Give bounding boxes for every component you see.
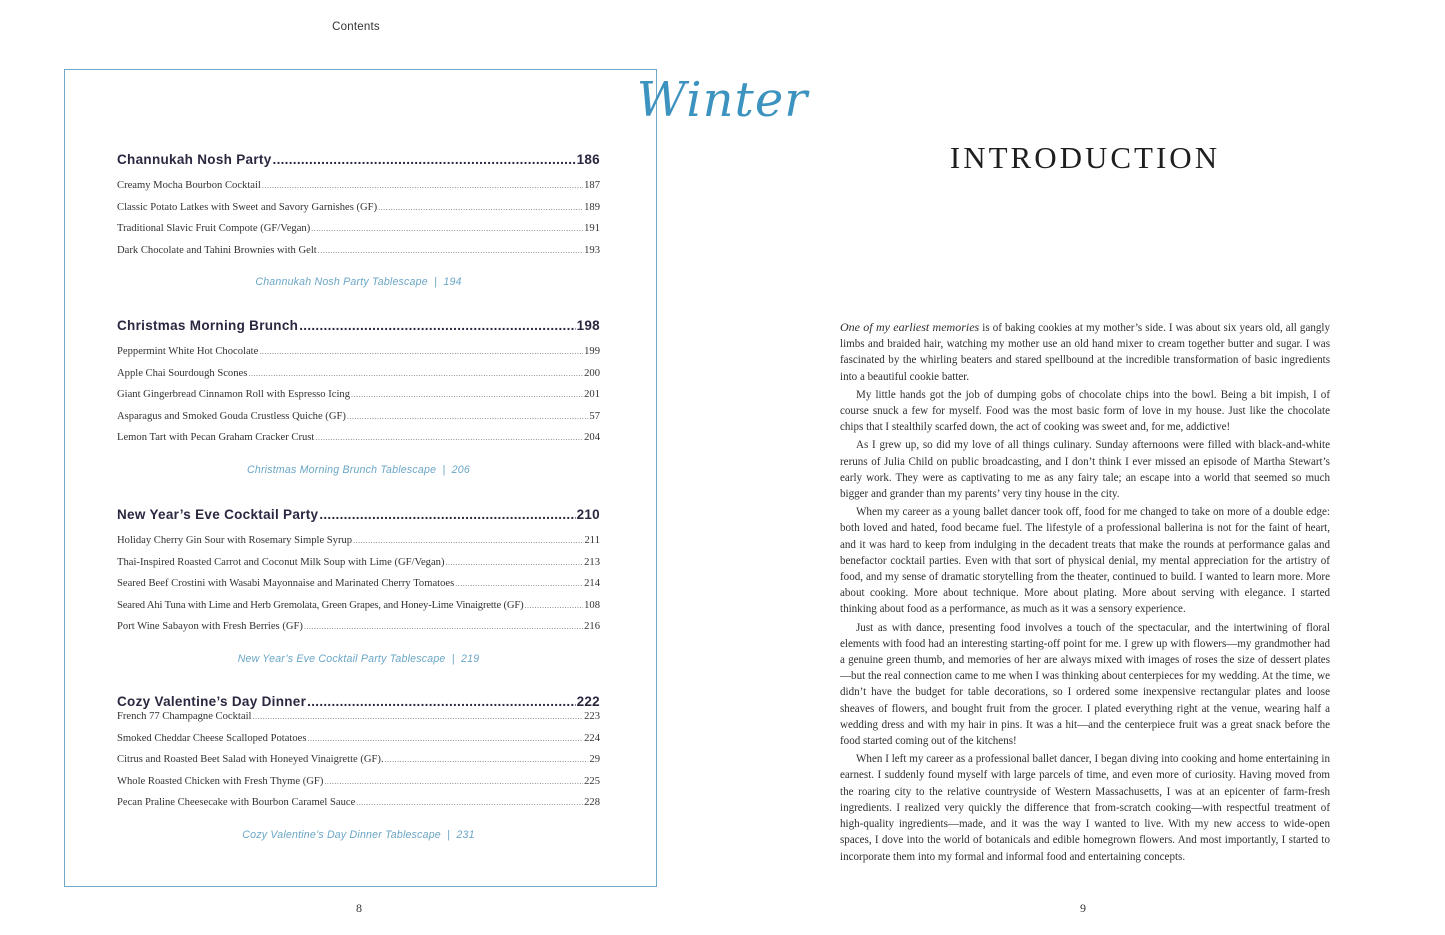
entry-title: Peppermint White Hot Chocolate	[117, 346, 259, 357]
entry-title: Asparagus and Smoked Gouda Crustless Quiche (GF)	[117, 410, 346, 422]
leader-dots	[385, 755, 589, 764]
toc-section-heading[interactable]	[117, 694, 600, 709]
entry-title: Seared Ahi Tuna with Lime and Herb Gremolata, Green Grapes, and Honey-Lime Vinaigrette (GF)	[117, 599, 524, 611]
entry-page: 199	[584, 346, 600, 357]
entry-page: 189	[584, 201, 600, 213]
leader-dots	[445, 558, 583, 567]
leader-dots	[315, 433, 583, 442]
page-number-left: 8	[356, 901, 362, 915]
leader-dots	[262, 181, 583, 190]
toc-entry[interactable]	[117, 202, 600, 224]
leader-dots	[307, 694, 575, 709]
entry-title: Smoked Cheddar Cheese Scalloped Potatoes	[117, 732, 307, 744]
intro-body	[840, 319, 1330, 867]
toc-section	[117, 152, 600, 288]
leader-dots	[347, 412, 588, 421]
toc-section	[117, 507, 600, 665]
entry-title: Port Wine Sabayon with Fresh Berries (GF)	[117, 621, 303, 633]
entry-title: Classic Potato Latkes with Sweet and Savory Garnishes (GF)	[117, 201, 378, 213]
entry-page: 57	[589, 410, 600, 422]
section-title: Channukah Nosh Party	[117, 152, 272, 167]
entry-page: 228	[584, 797, 600, 809]
toc-entry[interactable]	[117, 180, 600, 202]
section-title: Christmas Morning Brunch	[117, 318, 299, 333]
leader-dots	[311, 224, 583, 233]
entry-page: 211	[584, 535, 600, 546]
leader-dots	[252, 712, 583, 721]
entry-page: 191	[584, 223, 600, 235]
toc-title: Winter	[636, 72, 809, 128]
leader-dots	[259, 347, 583, 356]
section-title: Cozy Valentine’s Day Dinner	[117, 694, 307, 709]
chapter-title: INTRODUCTION	[949, 140, 1221, 175]
leader-dots	[304, 622, 583, 631]
toc-entry[interactable]	[117, 389, 600, 411]
paragraph	[840, 319, 1330, 385]
paragraph: When I left my career as a professional ballet dancer, I began diving into cooking and home entertaining in earnest. I suddenly found myself with large parcels of time, and even more of curiosity. Having moved from the roaring city to the relative countryside of Western Massachusetts, I was at an epicenter of farm-fresh ingredients. I realized very quickly the difference that from-scratch cooking—with respectful treatment of high-quality ingredients—made, and it was the way I wanted to live. With my new access to wide-open spaces, I dove into the world of botanicals and edible homegrown flowers. And most importantly, I started to incorporate them into my formal and informal food and entertaining concepts.	[840, 753, 1330, 863]
leader-dots	[525, 601, 584, 610]
leader-dots	[307, 734, 583, 743]
lead-in: One of my earliest memories	[840, 320, 980, 334]
entry-title: Creamy Mocha Bourbon Cocktail	[117, 180, 261, 191]
tablescape-link[interactable]: Christmas Morning Brunch Tablescape | 206	[247, 463, 470, 476]
toc-entry[interactable]	[117, 223, 600, 245]
toc-section	[117, 694, 600, 841]
toc-entry[interactable]	[117, 346, 600, 368]
paragraph: When my career as a young ballet dancer took off, food for me changed to take on more of a double edge: both loved and hated, food became fuel. The lifestyle of a professional ballerina is not for the faint of heart, and it was hard to keep from indulging in the decadent treats that make the rounds at performance galas and benefactor cocktail parties. Even with that sort of physical denial, my mental appreciation for the artistry of food, and my sense of dramatic storytelling from the theater, continued to build. I wanted to learn more. More about cooking. More about technique. More about plating. More about serving with elegance. I started thinking about food as a performance, as much as it was a sensory experience.	[840, 506, 1330, 616]
toc-section-heading[interactable]	[117, 152, 600, 167]
leader-dots	[318, 246, 583, 255]
toc-entry[interactable]	[117, 797, 600, 819]
entry-page: 200	[584, 367, 600, 379]
toc-section-heading[interactable]	[117, 318, 600, 333]
leader-dots	[351, 390, 583, 399]
page-number-right: 9	[1080, 901, 1086, 915]
section-page: 198	[576, 318, 600, 333]
toc-section-heading[interactable]	[117, 507, 600, 522]
toc-entry[interactable]	[117, 776, 600, 798]
entry-page: 204	[584, 432, 600, 444]
leader-dots	[356, 798, 583, 807]
entry-page: 224	[584, 732, 600, 744]
entry-title: Thai-Inspired Roasted Carrot and Coconut Milk Soup with Lime (GF/Vegan)	[117, 556, 445, 568]
entry-page: 225	[584, 775, 600, 787]
entry-title: Citrus and Roasted Beet Salad with Honeyed Vinaigrette (GF).	[117, 754, 384, 766]
leader-dots	[299, 318, 575, 333]
entry-page: 223	[584, 711, 600, 722]
tablescape-link[interactable]: Channukah Nosh Party Tablescape | 194	[255, 276, 462, 289]
entry-page: 108	[584, 599, 600, 611]
toc-entry[interactable]	[117, 368, 600, 390]
toc-entry[interactable]	[117, 578, 600, 600]
entry-title: Whole Roasted Chicken with Fresh Thyme (GF)	[117, 775, 324, 787]
entry-title: French 77 Champagne Cocktail	[117, 711, 252, 722]
entry-page: 193	[584, 244, 600, 256]
entry-title: Pecan Praline Cheesecake with Bourbon Caramel Sauce	[117, 797, 356, 809]
entry-title: Lemon Tart with Pecan Graham Cracker Crust	[117, 432, 315, 444]
section-title: New Year’s Eve Cocktail Party	[117, 507, 319, 522]
entry-title: Traditional Slavic Fruit Compote (GF/Vegan)	[117, 223, 311, 235]
entry-page: 201	[584, 389, 600, 401]
section-page: 222	[576, 694, 600, 709]
paragraph-text: is of baking cookies at my mother’s side. I was about six years old, all gangly limbs and braided hair, watching my mother use an old hand mixer to cream together butter and sugar. I was fascinated by the whirling beaters and stared spellbound at the incredible transformation of basic ingredients into a beautiful cookie batter.	[840, 322, 1330, 383]
toc-entry[interactable]	[117, 245, 600, 267]
entry-title: Seared Beef Crostini with Wasabi Mayonnaise and Marinated Cherry Tomatoes	[117, 578, 455, 590]
paragraph: Just as with dance, presenting food involves a touch of the spectacular, and the intertwining of floral elements with food had an interesting starting-off point for me. I grew up with flowers—my grandmother had a genuine green thumb, and memories of her are always mixed with images of roses the size of dessert plates—but the real connection came to me when I was thinking about centerpieces for my wedding. At the time, we didn’t have the budget for table decorations, so I ordered some inexpensive rectangular plates and loose sheaves of flowers, and bought fruit from the grocer. I plated everything right at the venue, wearing half a wedding dress and with my hair in pins. It was a hit—and the centerpiece fruit was a great snack before the food started coming out of the kitchens!	[840, 621, 1330, 748]
toc-entry[interactable]	[117, 600, 600, 622]
toc-entry[interactable]	[117, 733, 600, 755]
toc-entry[interactable]	[117, 711, 600, 733]
leader-dots	[455, 579, 583, 588]
entry-page: 216	[584, 621, 600, 633]
toc-entry[interactable]	[117, 754, 600, 776]
entry-page: 214	[584, 578, 600, 590]
entry-page: 213	[584, 556, 600, 568]
tablescape-link[interactable]: New Year’s Eve Cocktail Party Tablescape | 219	[237, 652, 480, 665]
toc-entry[interactable]	[117, 557, 600, 579]
running-head: Contents	[332, 21, 380, 33]
paragraph: My little hands got the job of dumping gobs of chocolate chips into the bowl. Being a bit impish, I of course snuck a few for myself. Food was the most basic form of love in my house. Just like the chocolate chips that I stealthily scarfed down, the act of cooking was sweet and, for me, addictive!	[840, 388, 1330, 434]
entry-page: 29	[589, 754, 600, 766]
leader-dots	[319, 507, 575, 522]
toc-entry[interactable]	[117, 411, 600, 433]
section-page: 210	[576, 507, 600, 522]
entry-title: Giant Gingerbread Cinnamon Roll with Espresso Icing	[117, 389, 351, 401]
leader-dots	[324, 777, 583, 786]
tablescape-link[interactable]: Cozy Valentine’s Day Dinner Tablescape | 231	[242, 828, 475, 841]
toc-entry[interactable]	[117, 432, 600, 454]
leader-dots	[378, 203, 583, 212]
paragraph: As I grew up, so did my love of all things culinary. Sunday afternoons were filled with black-and-white reruns of Julia Child on public broadcasting, and I don’t think I ever missed an episode of Martha Stewart’s early work. They were as captivating to me as any fairy tale; an escape into a world that seemed so much bigger and grander than my parents’ very tiny house in the city.	[840, 439, 1330, 501]
toc-section	[117, 318, 600, 476]
section-page: 186	[576, 152, 600, 167]
entry-page: 187	[584, 180, 600, 191]
entry-title: Holiday Cherry Gin Sour with Rosemary Simple Syrup	[117, 535, 353, 546]
toc-entry[interactable]	[117, 535, 600, 557]
leader-dots	[353, 536, 583, 545]
entry-title: Apple Chai Sourdough Scones	[117, 367, 248, 379]
entry-title: Dark Chocolate and Tahini Brownies with Gelt	[117, 244, 317, 256]
leader-dots	[248, 369, 583, 378]
leader-dots	[273, 152, 576, 167]
toc-entry[interactable]	[117, 621, 600, 643]
